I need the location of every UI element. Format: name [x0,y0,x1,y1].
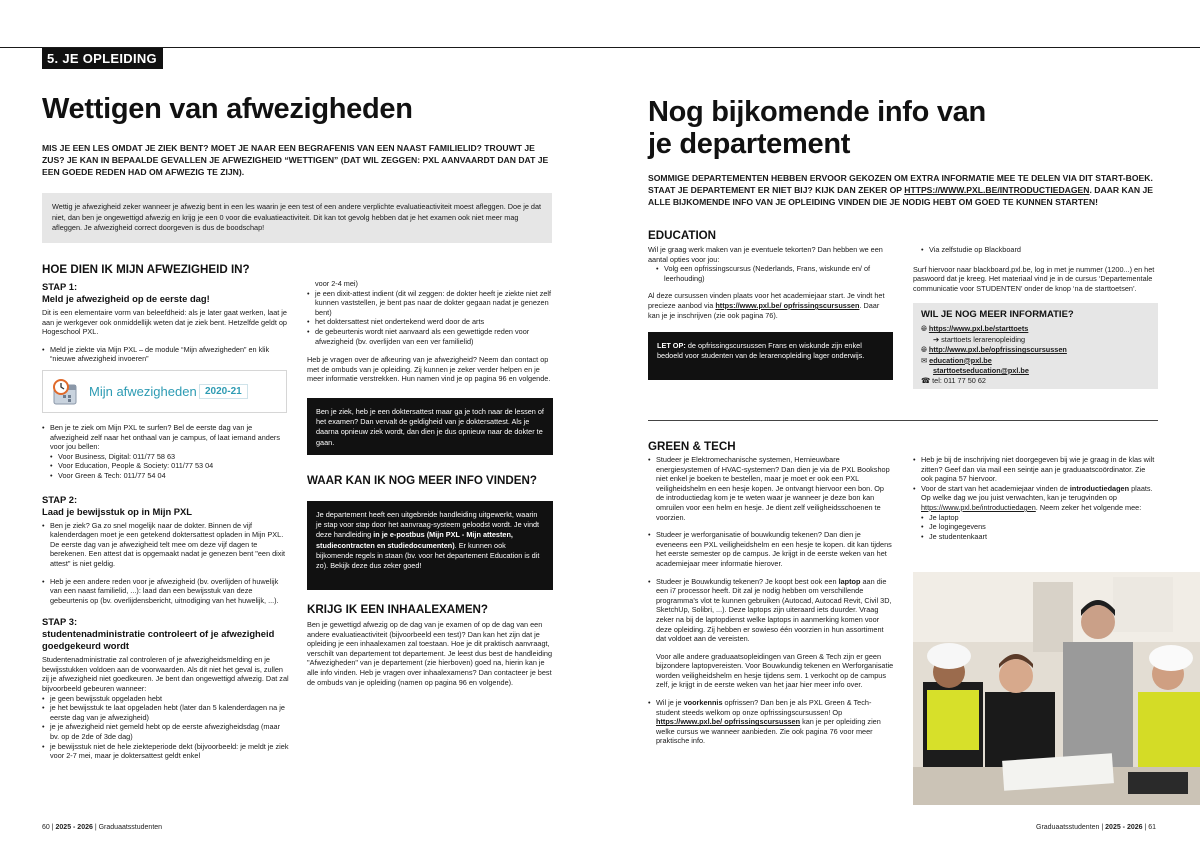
handbook-location: in je e-postbus (Mijn PXL - Mijn attesten, studiecontracten en studiedocumenten) [316,530,513,550]
education-text-start: Al deze cursussen vinden plaats voor het academiejaar start. Je vindt het precieze aanbod via [648,291,885,310]
laptop-word: laptop [838,576,861,586]
globe-icon: 🌐︎ [921,324,927,334]
reexam-heading: KRIJG IK EEN INHAALEXAMEN? [307,602,489,616]
list-item: • de gebeurtenis wordt niet aanvaard als een gewettigde reden voor afwezigheid (bv. overlijden van een ver familielid) [307,327,553,346]
footer-year: 2025 - 2026 [55,824,93,831]
left-column-2 [307,279,553,687]
list-item: • Volg een opfrissingscursus (Nederlands, Frans, wiskunde en/ of leerhouding) [656,264,893,283]
intro-text-end: . Neem zeker het volgende mee: [1035,502,1142,512]
list-item: • het doktersattest niet ondertekend werd door de arts [307,317,553,327]
info-box-text: Wettig je afwezigheid zeker wanneer je afwezig bent in een les waarin je een test of een andere verplichte evaluatieactiviteit moest afleggen. Doe je dat niet, dan ben je ongewettigd afwezig en krijg je een 0 voor die evaluatieactiviteit. Dit kan tot gevolg hebben dat je het examen ook niet meer mag afleggen. Je afwezigheid correct doorgeven is dus de boodschap! [52,202,542,233]
introductiedagen-link-2[interactable]: https://www.pxl.be/introductiedagen [921,502,1036,512]
students-photo-illustration [913,572,1200,805]
left-lead: MIS JE EEN LES OMDAT JE ZIEK BENT? MOET JE NAAR EEN BEGRAFENIS VAN EEN NAAST FAMILIELID? TROUWT JE ZUS? JE KAN IN BEPAALDE GEVALLEN JE AFWEZIGHEID “WETTIGEN” (DAT WIL ZEGGEN: PXL AANVAARDT DAN DAT JE EEN GOEDE REDEN HAD OM AFWEZIG TE ZIJN). [42,143,549,177]
greentech-column-1 [648,455,894,746]
greentech-heading: GREEN & TECH [648,440,736,453]
greentech-list-3 [913,455,1159,513]
list-item: • Ben je te ziek om Mijn PXL te surfen? Bel de eerste dag van je afwezigheid zelf naar het onthaal van je campus, of laat iemand anders voor jou bellen: [42,423,289,452]
laptop-text: Studeer je Bouwkundig tekenen? Je koopt best ook een [656,576,839,586]
phone-icon: ☎ [921,376,931,386]
intro-word: introductiedagen [1069,483,1130,493]
step1-list [42,345,289,364]
column2-list [307,289,553,347]
list-item: • Via zelfstudie op Blackboard [921,245,1158,255]
footer-year: 2025 - 2026 [1105,824,1143,831]
sick-notice-box [307,398,553,455]
education-text-end: . Daar kan je je inschrijven (zie ook pagina 76). [648,300,880,320]
list-item: • je geen bewijsstuk opgeladen hebt [42,694,289,704]
list-item [913,484,1159,513]
step3-text: Studentenadministratie zal controleren of je afwezigheidsmelding en je bewijsstukken voldoen aan de voorwaarden. Als dit niet het geval is, zullen zij je afwezigheid niet goedkeuren. Je bent dan ongewettigd afwezig. Dat zal bijvoorbeeld gebeuren wanneer: [42,655,289,694]
reexam-text: Ben je gewettigd afwezig op de dag van je examen of op de dag van een andere evaluatieactiviteit (bijvoorbeeld een test)? Dan kan het zijn dat je opleiding je een inhaalexamen zal toestaan. Hoe je dit praktisch aanvraagt, verschilt van departement tot departement. Je leest dus best de handleiding "Afwezigheden" van je departement (zie hierboven) goed na, hierin kan je alle info vinden. Heb je vragen over inhaalexamens? Dan contacteer je best de ombuds van je opleiding (namen op pagina 96 en volgende). [307,619,553,687]
intro-text: Voor de start van het academiejaar vinden de [921,483,1070,493]
left-footer: 60 | 2025 - 2026 | Graduaatsstudenten [42,824,163,831]
intro-text-mid: plaats. Op welke dag we jou juist verwachten, kan je terugvinden op [921,483,1153,503]
list-item: • Heb je bij de inschrijving niet doorgegeven bij wie je graag in de klas wilt zitten? Geef dan via mail een seintje aan je graduaatscoördinator. Zie ook pagina 57 hiervoor. [913,455,1159,484]
sick-notice-text: Ben je ziek, heb je een doktersattest maar ga je toch naar de lessen of het examen? Dan vervalt de geldigheid van je doktersattest. Als je daarna opnieuw ziek wordt, dan dien je dus opnieuw naar de dokter te gaan. [316,406,544,447]
list-item: • Je logingegevens [921,522,1159,532]
opfrissing-link[interactable]: http://www.pxl.be/opfrissingscursussen [928,345,1067,355]
list-item: • je bewijsstuk niet de hele ziekteperiode dekt (bijvoorbeeld: je meldt je ziek voor 2-7 mei, maar je doktersattest geldt enkel [42,742,289,761]
info-heading: WAAR KAN IK NOG MEER INFO VINDEN? [307,473,537,487]
list-item: • je een dixit-attest indient (dit wil zeggen: de dokter heeft je ziekte niet zelf kunnen vaststellen, je bent pas naar de dokter gegaan nadat je genezen bent) [307,289,553,318]
students-photo [913,572,1200,805]
handbook-box [307,501,553,590]
right-footer: Graduaatsstudenten | 2025 - 2026 | 61 [1036,824,1157,831]
column2-continuation: voor 2-4 mei) [315,279,358,288]
footer-name: Graduaatsstudenten [1036,824,1100,831]
right-title-line: je departement [648,128,851,160]
module-name: Mijn afwezigheden [89,383,197,399]
list-item: • Ben je ziek? Ga zo snel mogelijk naar de dokter. Binnen de vijf kalenderdagen moet je een getekend doktersattest opladen in Mijn PXL. De eerste dag van je afwezigheid telt mee om deze vijf dagen te berekenen. Een attest dat is opgemaakt nadat je genezen bent "een dixit attest" is niet geldig. [42,521,289,569]
phone-list [42,423,289,452]
right-title-line: Nog bijkomende info van [648,96,986,128]
right-page-title [648,96,1168,160]
divider [648,420,1158,421]
voorkennis-text: Wil je je [656,698,684,708]
introductiedagen-link[interactable]: HTTPS://WWW.PXL.BE/INTRODUCTIEDAGEN [904,184,1090,195]
greentech-list-2 [648,698,894,746]
phone-number: tel: 011 77 50 62 [932,376,986,386]
education-intro: Wil je graag werk maken van je eventuele tekorten? Dan hebben we een aantal opties voor jou: [648,245,883,264]
list-item: • je het bewijsstuk te laat opgeladen hebt (later dan 5 kalenderdagen na je eerste dag van je afwezigheid) [42,703,289,722]
greentech-column-2 [913,455,1159,541]
more-info-heading: WIL JE NOG MEER INFORMATIE? [921,309,1074,321]
page-number: 61 [1148,824,1157,831]
section-badge: 5. JE OPLEIDING [42,48,163,69]
list-item [648,698,894,746]
step1-text: Dit is een elementaire vorm van beleefdheid: als je later gaat werken, laat je aan je werkgever ook onmiddellijk weten dat je ziek bent. Hetzelfde geldt op Hogeschool PXL. [42,308,287,337]
step1-label: STAP 1: [42,281,78,292]
starttoets-link[interactable]: https://www.pxl.be/starttoets [928,324,1029,334]
voorkennis-word: voorkennis [683,698,723,708]
voorkennis-text-mid: opfrissen? Dan ben je als PXL Green & Tech-student steeds welkom op onze opfrissingscursussen! Op [656,698,872,717]
step3-label: STAP 3: [42,616,78,628]
phone-item: • Voor Green & Tech: 011/77 54 04 [42,471,289,481]
list-item: • Je laptop [921,513,1159,523]
list-item: • Studeer je werforganisatie of bouwkundig tekenen? Dan dien je eveneens een PXL veiligheidshelm en een hesje te kopen. dit kan tijdens het eerste semester op de campus. Je krijgt in de eerste weken van het academiejaar meer informatie hierover. [648,530,894,568]
education-text [648,291,893,320]
footer-name: Graduaatsstudenten [98,824,163,831]
step2-label: STAP 2: [42,493,78,505]
top-rule [0,47,1200,48]
letop-label: LET OP: [657,341,686,351]
right-lead-text-end: . DAAR KAN JE ALLE BIJKOMENDE INFO VAN JE OPLEIDING VINDEN DIE JE NODIG HEBT OM GOED TE KUNNEN STARTEN! [648,184,1154,207]
more-info-box [913,303,1158,389]
laptop-text-end: aan die een i7 processor heeft. Dit zal je nodig hebben om verschillende programma’s vlot te kunnen gebruiken (Autocad, Autocad Revit, Civil 3D, SketchUp, Solibri, ...). Deze laptops zijn uiteraard iets duurder. Vraag zeker na bij de laptopdienst welke laptops in aanmerking komen voor deze opleiding. Zij hebben er sowieso één voorzien in hun assortiment dat voldoet aan de vereisten. [656,576,892,644]
step3-title: studentenadministratie controleert of je afwezigheid goedgekeurd wordt [42,628,275,652]
greentech-text: Voor alle andere graduaatsopleidingen van Green & Tech zijn er geen bijzondere laptopvereisten. Voor Bouwkundig tekenen en Werforganisatie worden veiligheidshelm en hesje tijdens sem. 1 verkocht op de campus zelf, je krijgt in de eerste weken van het jaar hier meer info over. [656,651,894,690]
left-column-1 [42,281,289,761]
letop-text: de opfrissingscursussen Frans en wiskunde zijn enkel bedoeld voor studenten van de lerarenopleiding lager onderwijs. [657,341,865,361]
handbook-text: Je departement heeft een uitgebreide handleiding uitgewerkt, waarin je stap voor stap door het aanvraag-systeem geloodst wordt. Je vindt deze handleiding [316,509,540,540]
phone-item: • Voor Business, Digital: 011/77 58 63 [42,452,289,462]
education-list [648,264,893,283]
mijn-afwezigheden-module[interactable] [42,370,287,413]
page-title: Wettigen van afwezigheden [42,93,413,125]
right-lead [648,173,1156,208]
module-year: 2020-21 [199,384,248,399]
list-item: • Meld je ziekte via Mijn PXL – de module “Mijn afwezigheden” en klik “nieuwe afwezigheid invoeren” [42,345,289,364]
opfrissing-link-2[interactable]: https://www.pxl.be/ opfrissingscursussen [656,717,801,727]
handbook-text-end: . Er kunnen ook bijkomende regels in staan (bv. voor het departement Education is dit zo). Bekijk deze dus zeker goed! [316,540,540,570]
step1-title: Meld je afwezigheid op de eerste dag! [42,293,210,304]
education-email[interactable]: education@pxl.be [929,355,992,365]
starttoets-email[interactable]: starttoetseducation@pxl.be [933,366,1029,375]
step2-title: Laad je bewijsstuk op in Mijn PXL [42,505,193,517]
list-item [648,577,894,644]
calendar-clock-icon [51,377,81,407]
list-item: • je je afwezigheid niet gemeld hebt op de eerste afwezigheidsdag (maar bv. op de 2de of 3de dag) [42,722,289,741]
opfrissingscursussen-link[interactable]: https://www.pxl.be/ opfrissingscursussen [715,300,860,310]
bring-list [913,513,1159,542]
phone-sublist [42,452,289,481]
globe-icon: 🌐︎ [921,345,927,355]
how-heading: HOE DIEN IK MIJN AFWEZIGHEID IN? [42,263,250,276]
education-column-1 [648,245,893,380]
education-heading: EDUCATION [648,229,717,242]
greentech-list [648,455,894,644]
starttoets-label: starttoets lerarenopleiding [941,334,1026,344]
step2-list [42,521,289,606]
phone-item: • Voor Education, People & Society: 011/77 53 04 [42,461,289,471]
list-item: • Studeer je Elektromechanische systemen, Hernieuwbare energiesystemen of HVAC-systemen? Dan dien je via de PXL Bookshop niet enkel je boeken te bestellen, maar je moet er ook een PXL veiligheidshelm en een hesje kopen. Je ontvangt hiervoor een bon. Op de introductiedag kom je te weten waar je wanneer je deze bon kan omruilen voor een helm en hesje. Je dient zelf veiligheidsschoenen te voorzien. [648,455,894,522]
list-item: • Heb je een andere reden voor je afwezigheid (bv. overlijden of huwelijk van een naast familielid, ...): laad dan een bewijsstuk van deze gebeurtenis op (bv. overlijdensbericht, uitnodiging van het huwelijk, ...). [42,577,289,606]
mail-icon: ✉ [921,355,928,365]
more-info-list: 🌐︎ https://www.pxl.be/starttoets ➔ starttoets lerarenopleiding 🌐︎ http://www.pxl.be/opfrissingscursussen ✉ education@pxl.be starttoetseducation@pxl.be ☎ tel: 011 77 50 62 [921,324,1067,386]
voorkennis-text-end: kan je per opleiding zien welke cursus we wanneer aanbieden. Zie ook pagina 76 voor meer praktische info. [656,717,881,746]
step3-list [42,694,289,761]
column2-text: Heb je vragen over de afkeuring van je afwezigheid? Neem dan contact op met de ombuds van je opleiding. Zij kunnen je zeker verder helpen en je meer informatie verstrekken. Hun namen vind je op pagina 96 en volgende. [307,355,551,384]
right-lead-text: SOMMIGE DEPARTEMENTEN HEBBEN ERVOOR GEKOZEN OM EXTRA INFORMATIE MEE TE DELEN VIA DIT START-BOEK. STAAT JE DEPARTEMENT ER NIET BIJ? KIJK DAN ZEKER OP [648,173,1153,195]
letop-box [648,332,893,380]
page-number: 60 [42,824,50,831]
list-item: • Je studentenkaart [921,532,1159,542]
education-column-2 [913,245,1158,389]
blackboard-text: Surf hiervoor naar blackboard.pxl.be, log in met je nummer (1200...) en het paswoord dat je kreeg. Het materiaal vind je in de cursus ‘Departementale communicatie voor STUDENTEN’ onder de knop ‘na de starttoetsen’. [913,264,1155,293]
education-list-2 [913,245,1158,255]
info-box [42,193,552,243]
